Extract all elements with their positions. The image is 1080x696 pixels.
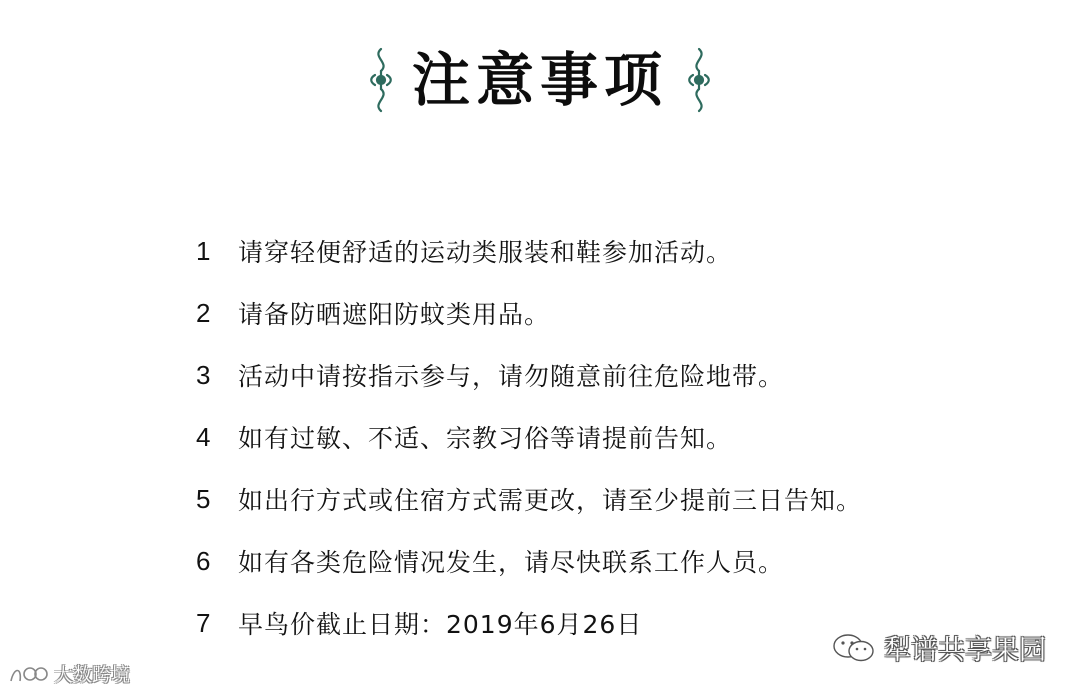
list-item xyxy=(196,282,1016,344)
item-number: 2 xyxy=(196,297,211,328)
item-text: 请穿轻便舒适的运动类服装和鞋参加活动。 xyxy=(238,238,733,267)
list-item xyxy=(196,220,1016,282)
item-text: 活动中请按指示参与，请勿随意前往危险地带。 xyxy=(238,362,785,391)
watermark-right xyxy=(832,628,1046,667)
list-item xyxy=(196,468,1016,530)
left-ornament-icon xyxy=(368,45,394,115)
item-text: 如有过敏、不适、宗教习俗等请提前告知。 xyxy=(238,424,733,453)
wechat-icon xyxy=(832,633,876,663)
item-number: 7 xyxy=(196,607,211,638)
item-number: 6 xyxy=(196,545,211,576)
item-text: 请备防晒遮阳防蚊类用品。 xyxy=(238,300,551,329)
right-ornament-icon xyxy=(686,45,712,115)
watermark-left-text: 大数跨境 xyxy=(54,664,131,686)
list-item xyxy=(196,406,1016,468)
page-title: 注意事项 xyxy=(411,46,668,114)
item-text: 如出行方式或住宿方式需更改，请至少提前三日告知。 xyxy=(238,486,863,515)
brand-logo-icon xyxy=(8,661,48,687)
list-item xyxy=(196,530,1016,592)
title-banner xyxy=(0,40,1080,120)
watermark-right-text: 犁谱共享果园 xyxy=(884,635,1046,666)
item-number: 5 xyxy=(196,483,211,514)
list-item xyxy=(196,344,1016,406)
notice-list xyxy=(196,220,1016,654)
item-text: 如有各类危险情况发生，请尽快联系工作人员。 xyxy=(238,548,785,577)
watermark-left xyxy=(8,660,130,687)
item-number: 4 xyxy=(196,421,211,452)
item-number: 1 xyxy=(196,235,211,266)
item-number: 3 xyxy=(196,359,211,390)
item-text: 早鸟价截止日期：2019年6月26日 xyxy=(238,610,643,639)
